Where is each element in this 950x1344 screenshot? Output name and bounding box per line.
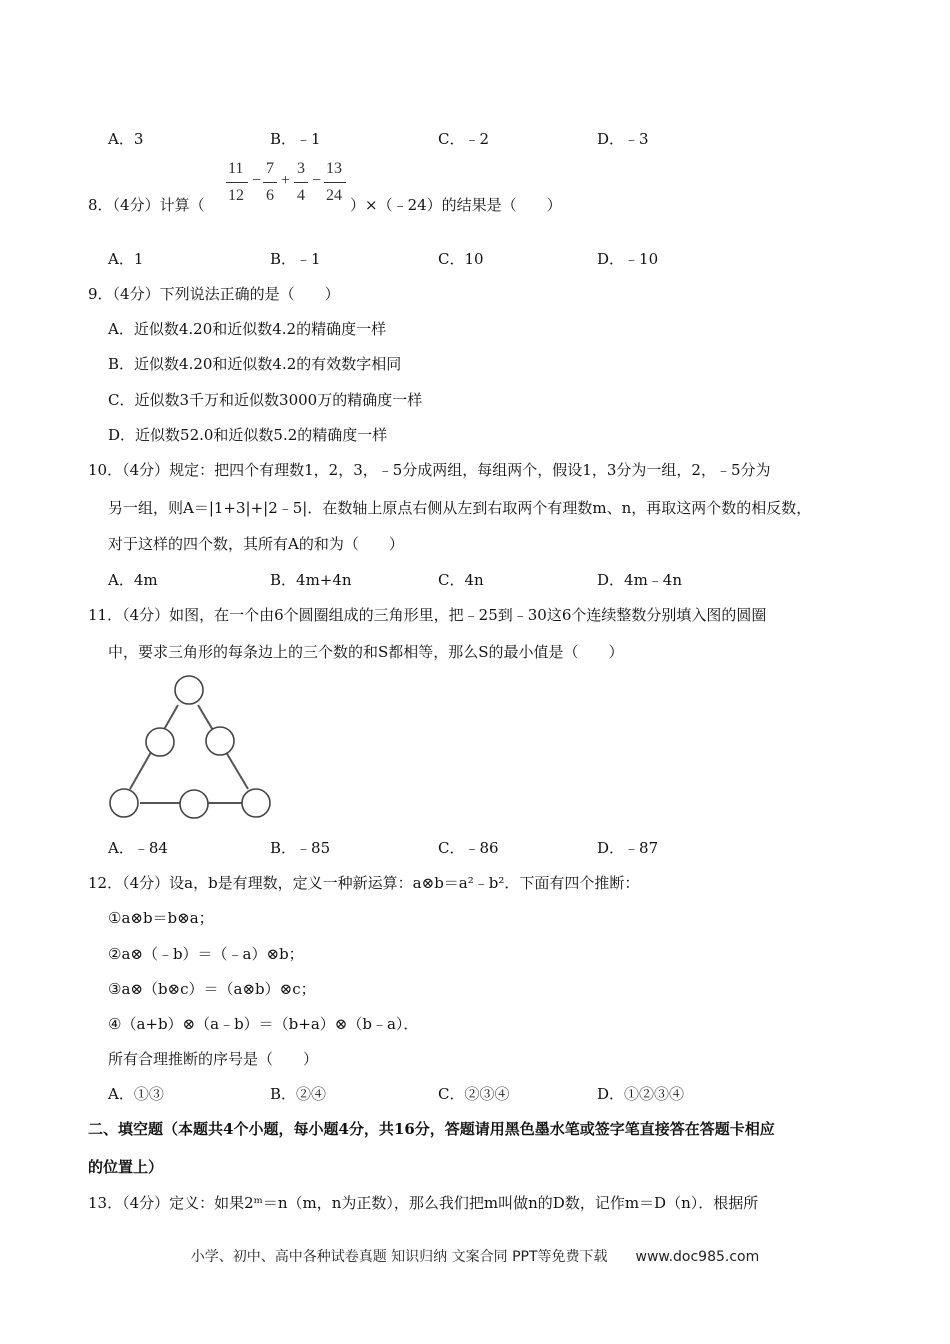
q10-line2: 另一组，则A＝|1+3|+|2﹣5|．在数轴上原点右侧从左到右取两个有理数m、n，再取这两个数的相反数，: [108, 499, 812, 517]
q11-line1: 11．（4分）如图，在一个由6个圆圈组成的三角形里，把﹣25到﹣30这6个连续整数分别填入图的圆圈: [88, 606, 767, 624]
q8-frac3-den: 4: [297, 187, 305, 204]
q10-option-d: D．4m﹣4n: [597, 571, 682, 589]
q8-op2: +: [281, 172, 291, 189]
q9-option-b: B．近似数4.20和近似数4.2的有效数字相同: [108, 355, 402, 373]
q8-frac3-bar: [294, 182, 308, 183]
q11-option-b: B．﹣85: [270, 839, 331, 857]
q13-line1: 13．（4分）定义：如果2ᵐ＝n（m，n为正数），那么我们把m叫做n的D数，记作m＝D（n）．根据所: [88, 1194, 759, 1212]
q9-stem: 9．（4分）下列说法正确的是（ ）: [88, 285, 340, 303]
circle-bottom-mid: [180, 790, 208, 818]
q8-frac3-num: 3: [297, 160, 305, 177]
q8-frac2-den: 6: [266, 187, 274, 204]
q7-option-a: A．3: [108, 130, 144, 148]
circle-mid-right: [206, 727, 234, 755]
q7-option-b: B．﹣1: [270, 130, 321, 148]
q10-option-b: B．4m+4n: [270, 571, 352, 589]
q9-option-a: A．近似数4.20和近似数4.2的精确度一样: [108, 320, 387, 338]
q12-stem: 12．（4分）设a，b是有理数，定义一种新运算：a⊗b＝a²﹣b²．下面有四个推断：: [88, 874, 640, 892]
q9-option-d: D．近似数52.0和近似数5.2的精确度一样: [108, 426, 388, 444]
q8-option-c: C．10: [438, 250, 484, 268]
q8-option-a: A．1: [108, 250, 144, 268]
triangle-circles-figure: [100, 670, 280, 830]
q8-suffix: ）×（﹣24）的结果是（ ）: [350, 196, 562, 214]
section-2-line2: 的位置上）: [88, 1158, 164, 1176]
circle-mid-left: [146, 728, 174, 756]
q12-option-c: C．②③④: [438, 1085, 510, 1103]
q8-op3: −: [312, 172, 322, 189]
q8-frac2-bar: [263, 182, 277, 183]
q8-frac1-num: 11: [228, 160, 244, 177]
q11-option-d: D．﹣87: [597, 839, 659, 857]
q8-frac4-num: 13: [326, 160, 342, 177]
q12-item-2: ②a⊗（﹣b）＝（﹣a）⊗b；: [108, 945, 304, 963]
q11-option-c: C．﹣86: [438, 839, 499, 857]
q8-frac1-den: 12: [228, 187, 244, 204]
q8-prefix: 8．（4分）计算（: [88, 196, 205, 214]
circle-bottom-left: [110, 789, 138, 817]
q7-option-c: C．﹣2: [438, 130, 490, 148]
q8-frac2-num: 7: [266, 160, 274, 177]
q11-line2: 中，要求三角形的每条边上的三个数的和S都相等，那么S的最小值是（ ）: [108, 643, 624, 661]
q12-option-b: B．②④: [270, 1085, 327, 1103]
section-2-line1: 二、填空题（本题共4个小题，每小题4分，共16分，答题请用黑色墨水笔或签字笔直接答在答题卡相应: [88, 1120, 775, 1138]
q8-option-d: D．﹣10: [597, 250, 659, 268]
q12-option-a: A．①③: [108, 1085, 164, 1103]
q10-line1: 10．（4分）规定：把四个有理数1，2，3，﹣5分成两组，每组两个，假设1，3分为一组，2，﹣5分为: [88, 461, 771, 479]
q10-option-a: A．4m: [108, 571, 158, 589]
q12-item-4: ④（a+b）⊗（a﹣b）＝（b+a）⊗（b﹣a）．: [108, 1015, 419, 1033]
q8-frac4-den: 24: [326, 187, 342, 204]
q10-option-c: C．4n: [438, 571, 484, 589]
q10-line3: 对于这样的四个数，其所有A的和为（ ）: [108, 535, 404, 553]
q8-frac1-bar: [226, 182, 248, 183]
q8-frac4-bar: [324, 182, 346, 183]
circle-bottom-right: [242, 789, 270, 817]
q8-op1: −: [252, 172, 262, 189]
q12-option-d: D．①②③④: [597, 1085, 685, 1103]
page-footer: 小学、初中、高中各种试卷真题 知识归纳 文案合同 PPT等免费下载 www.doc985.com: [190, 1249, 760, 1265]
q11-option-a: A．﹣84: [108, 839, 168, 857]
q9-option-c: C．近似数3千万和近似数3000万的精确度一样: [108, 391, 423, 409]
q12-item-3: ③a⊗（b⊗c）＝（a⊗b）⊗c；: [108, 980, 316, 998]
q7-option-d: D．﹣3: [597, 130, 649, 148]
q8-option-b: B．﹣1: [270, 250, 321, 268]
circle-top: [175, 676, 203, 704]
q12-ask: 所有合理推断的序号是（ ）: [108, 1050, 319, 1068]
q12-item-1: ①a⊗b＝b⊗a；: [108, 909, 214, 927]
